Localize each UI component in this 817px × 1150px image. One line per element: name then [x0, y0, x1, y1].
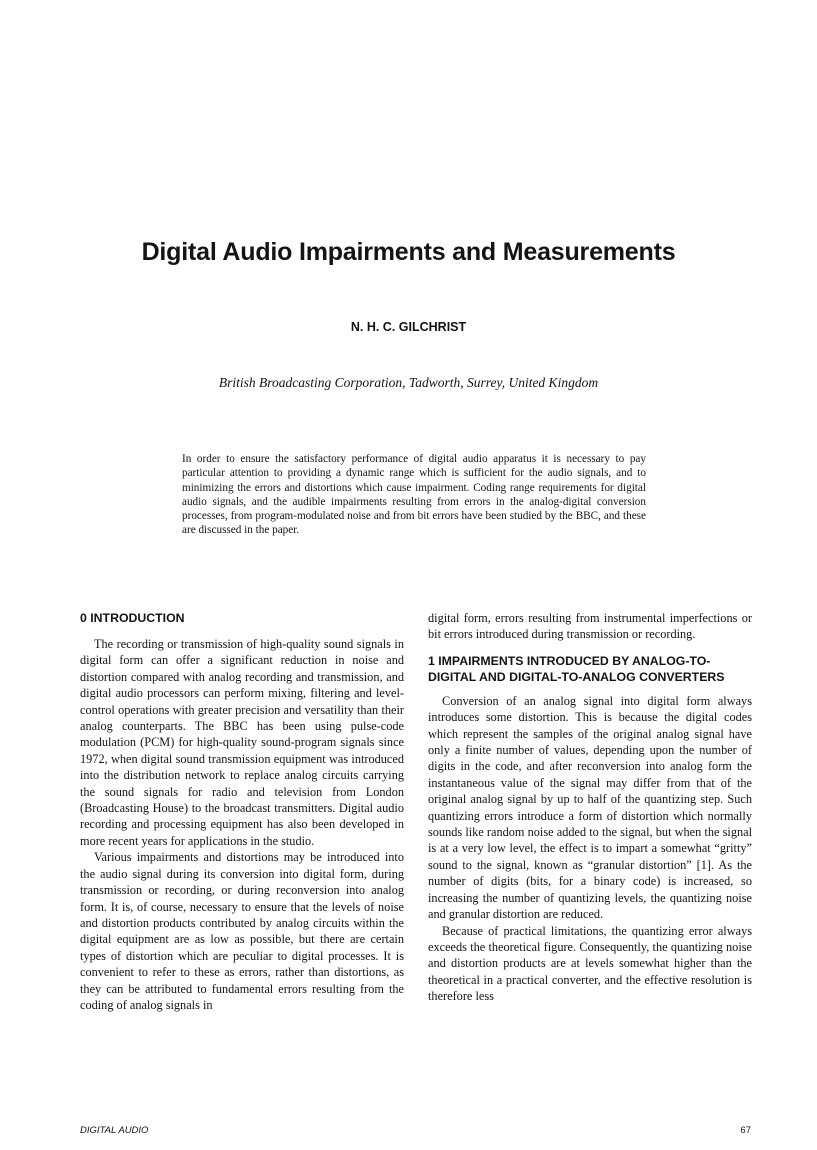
section-heading-introduction: 0 INTRODUCTION: [80, 611, 185, 625]
author-affiliation: British Broadcasting Corporation, Tadworth, Surrey, United Kingdom: [218, 375, 599, 390]
right-column: [428, 610, 752, 1005]
intro-paragraph-2: Various impairments and distortions may be introduced into the audio signal during its conversion into digital form, during transmission or recording, or during reconversion into analog form. It is, of course, necessary to ensure that the levels of noise and distortion products contributed by analog circuits within the digital equipment are as low as possible, but there are certain types of distortion which are peculiar to digital processes. It is convenient to refer to these as errors, rather than distortions, as they can be attributed to fundamental errors resulting from the coding of analog signals in: [80, 850, 404, 1012]
footer-page-number: 67: [740, 1125, 751, 1136]
footer-journal-name: DIGITAL AUDIO: [80, 1125, 149, 1136]
left-column: [80, 610, 404, 1013]
intro-paragraph-2-continued: digital form, errors resulting from instrumental imperfections or bit errors introduced during transmission or recording.: [428, 611, 752, 642]
abstract: In order to ensure the satisfactory performance of digital audio apparatus it is necessary to pay particular attention to providing a dynamic range which is sufficient for the audio signals, and to minimizing the errors and distortions which cause impairment. Coding range requirements for digital audio signals, and the audible impairments resulting from errors in the analog-digital conversion processes, from program-modulated noise and from bit errors have been studied by the BBC, and these are discussed in the paper.: [182, 453, 646, 537]
intro-paragraph-1: The recording or transmission of high-quality sound signals in digital form can offer a significant reduction in noise and distortion compared with analog recording and transmission, and digital audio processors can perform mixing, filtering and level-control operations with greater precision and versatility than their analog counterparts. The BBC has been using pulse-code modulation (PCM) for high-quality sound-program signals since 1972, when digital sound transmission equipment was introduced into the distribution network to replace analog circuits carrying the sound signals for radio and television from London (Broadcasting House) to the broadcast transmitters. Digital audio recording and processing equipment has also been developed in more recent years for applications in the studio.: [80, 637, 404, 848]
author-name: N. H. C. GILCHRIST: [350, 320, 467, 334]
section-heading-impairments: 1 IMPAIRMENTS INTRODUCED BY ANALOG-TO-DIGITAL AND DIGITAL-TO-ANALOG CONVERTERS: [428, 653, 725, 684]
paper-title: Digital Audio Impairments and Measurements: [141, 238, 676, 266]
impairments-paragraph-2: Because of practical limitations, the quantizing error always exceeds the theoretical figure. Consequently, the quantizing noise and distortion products are at levels somewhat higher than the theoretical in a practical converter, and the effective resolution is therefore less: [428, 923, 752, 1004]
impairments-paragraph-1: Conversion of an analog signal into digital form always introduces some distortion. This is because the digital codes which represent the samples of the original analog signal have only a finite number of values, depending upon the number of digits in the code, and after reconversion into analog form the instantaneous value of the signal may differ from that of the original analog signal by up to half of the quantizing step. Such quantizing errors introduce a form of distortion which normally sounds like random noise added to the signal, but when the signal is at a very low level, the effect is to impart a somewhat “gritty” sound to the signal, known as “granular distortion” [1]. As the number of digits (bits, for a binary code) is increased, so increasing the number of quantizing levels, the quantizing noise and granular distortion are reduced.: [428, 693, 752, 922]
